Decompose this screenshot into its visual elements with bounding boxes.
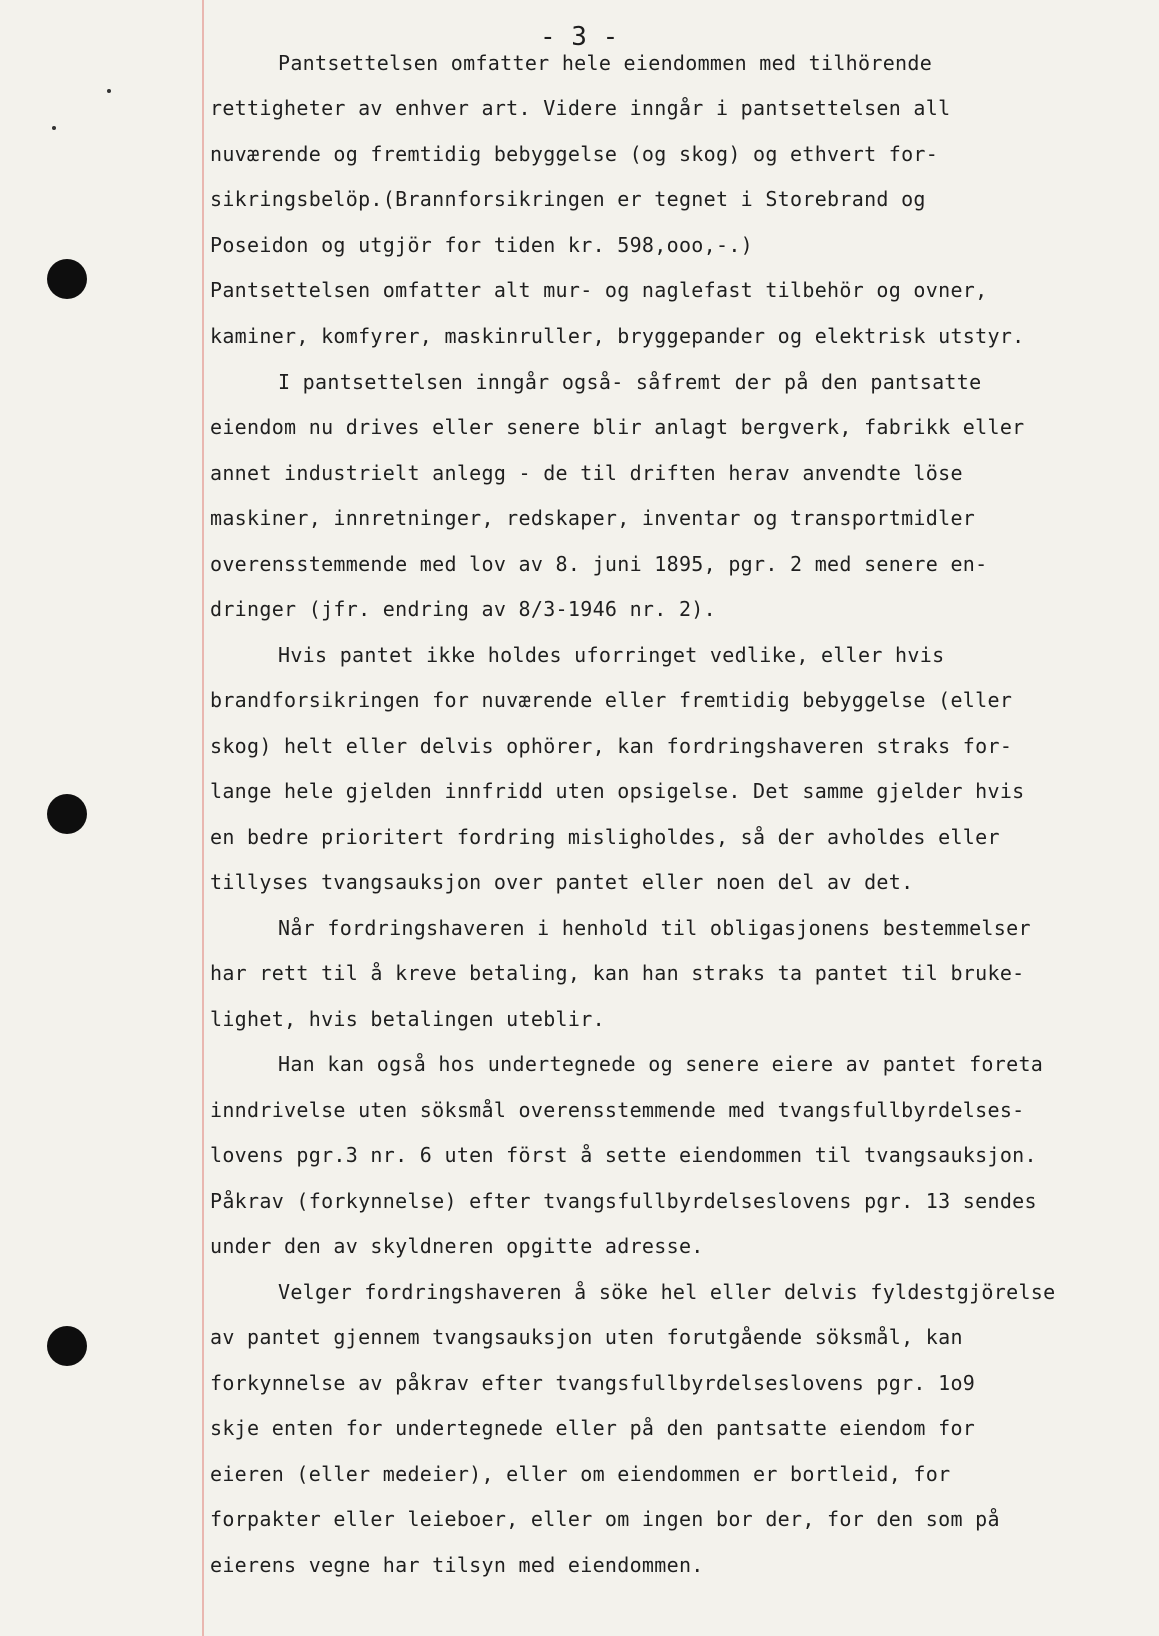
text-line: maskiner, innretninger, redskaper, inventar og transportmidler bbox=[210, 506, 976, 530]
text-line: rettigheter av enhver art. Videre inngår i pantsettelsen all bbox=[210, 96, 951, 120]
text-line: inndrivelse uten söksmål overensstemmende med tvangsfullbyrdelses- bbox=[210, 1098, 1025, 1122]
text-line: brandforsikringen for nuværende eller fremtidig bebyggelse (eller bbox=[210, 688, 1013, 712]
text-line: sikringsbelöp.(Brannforsikringen er tegnet i Storebrand og bbox=[210, 187, 926, 211]
text-line: nuværende og fremtidig bebyggelse (og skog) og ethvert for- bbox=[210, 142, 939, 166]
text-line: overensstemmende med lov av 8. juni 1895, pgr. 2 med senere en- bbox=[210, 552, 988, 576]
punch-hole bbox=[47, 259, 87, 299]
text-line: forkynnelse av påkrav efter tvangsfullbyrdelseslovens pgr. 1o9 bbox=[210, 1371, 976, 1395]
text-line: tillyses tvangsauksjon over pantet eller noen del av det. bbox=[210, 870, 914, 894]
punch-hole bbox=[47, 794, 87, 834]
text-line: annet industrielt anlegg - de til driften herav anvendte löse bbox=[210, 461, 963, 485]
text-line: Pantsettelsen omfatter alt mur- og naglefast tilbehör og ovner, bbox=[210, 278, 988, 302]
text-line: dringer (jfr. endring av 8/3-1946 nr. 2). bbox=[210, 597, 716, 621]
text-line: I pantsettelsen inngår også- såfremt der på den pantsatte bbox=[278, 370, 982, 394]
text-line: Når fordringshaveren i henhold til obligasjonens bestemmelser bbox=[278, 916, 1031, 940]
text-line: lovens pgr.3 nr. 6 uten först å sette eiendommen til tvangsauksjon. bbox=[210, 1143, 1037, 1167]
punch-hole bbox=[47, 1326, 87, 1366]
text-line: lange hele gjelden innfridd uten opsigelse. Det samme gjelder hvis bbox=[210, 779, 1025, 803]
text-line: forpakter eller leieboer, eller om ingen bor der, for den som på bbox=[210, 1507, 1000, 1531]
text-line: under den av skyldneren opgitte adresse. bbox=[210, 1234, 704, 1258]
text-line: Hvis pantet ikke holdes uforringet vedlike, eller hvis bbox=[278, 643, 945, 667]
text-line: skog) helt eller delvis ophörer, kan fordringshaveren straks for- bbox=[210, 734, 1013, 758]
text-line: eieren (eller medeier), eller om eiendommen er bortleid, for bbox=[210, 1462, 951, 1486]
text-line: eierens vegne har tilsyn med eiendommen. bbox=[210, 1553, 704, 1577]
text-line: kaminer, komfyrer, maskinruller, bryggepander og elektrisk utstyr. bbox=[210, 324, 1025, 348]
text-line: Påkrav (forkynnelse) efter tvangsfullbyrdelseslovens pgr. 13 sendes bbox=[210, 1189, 1037, 1213]
text-line: Pantsettelsen omfatter hele eiendommen med tilhörende bbox=[278, 51, 933, 75]
text-line: av pantet gjennem tvangsauksjon uten forutgående söksmål, kan bbox=[210, 1325, 963, 1349]
ink-speck bbox=[107, 89, 111, 93]
text-line: lighet, hvis betalingen uteblir. bbox=[210, 1007, 605, 1031]
text-line: Han kan også hos undertegnede og senere eiere av pantet foreta bbox=[278, 1052, 1044, 1076]
text-line: Velger fordringshaveren å söke hel eller delvis fyldestgjörelse bbox=[278, 1280, 1056, 1304]
text-line: Poseidon og utgjör for tiden kr. 598,ooo,-.) bbox=[210, 233, 754, 257]
margin-line bbox=[202, 0, 204, 1636]
text-line: har rett til å kreve betaling, kan han straks ta pantet til bruke- bbox=[210, 961, 1025, 985]
page-number: - 3 - bbox=[540, 22, 619, 52]
text-line: eiendom nu drives eller senere blir anlagt bergverk, fabrikk eller bbox=[210, 415, 1025, 439]
text-line: en bedre prioritert fordring misligholdes, så der avholdes eller bbox=[210, 825, 1000, 849]
ink-speck bbox=[52, 126, 56, 130]
text-line: skje enten for undertegnede eller på den pantsatte eiendom for bbox=[210, 1416, 976, 1440]
